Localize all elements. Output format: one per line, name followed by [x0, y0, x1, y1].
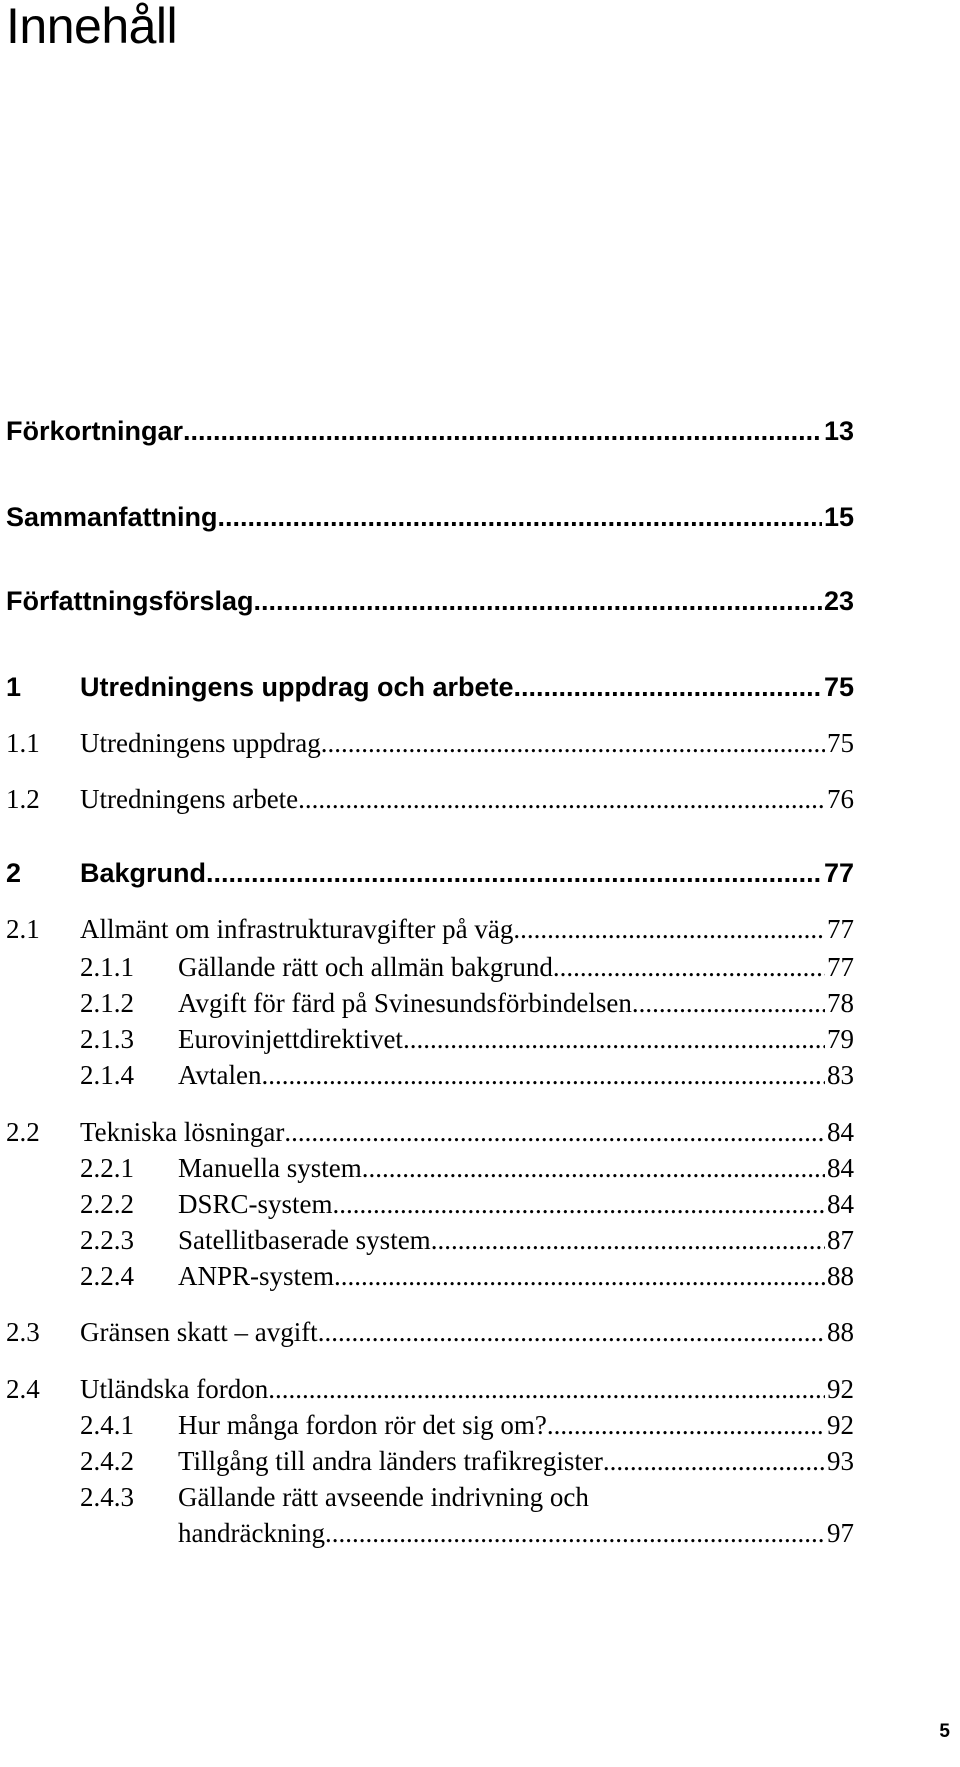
- toc-entry-number: 2.2.4: [80, 1261, 134, 1291]
- toc-entry-forfattningsforslag[interactable]: [0, 584, 960, 618]
- toc-section-1-1[interactable]: [0, 726, 960, 760]
- toc-page-number: 75: [827, 728, 854, 758]
- toc-page-number: 83: [827, 1060, 854, 1090]
- toc-page-number: 97: [827, 1518, 854, 1548]
- toc-entry-label: Utredningens uppdrag och arbete: [80, 672, 514, 702]
- toc-subsection-2-1-1[interactable]: [0, 950, 960, 984]
- toc-leader: [513, 912, 825, 946]
- toc-section-1-2[interactable]: [0, 782, 960, 816]
- toc-leader: [206, 856, 822, 890]
- toc-entry-label: ANPR-system: [178, 1261, 335, 1291]
- toc-section-2-2[interactable]: [0, 1115, 960, 1149]
- toc-entry-number: 2.3: [6, 1317, 40, 1347]
- toc-entry-label: Gällande rätt avseende indrivning och: [178, 1482, 589, 1512]
- toc-leader: [431, 1223, 825, 1257]
- toc-page-number: 75: [823, 672, 854, 702]
- toc-leader: [254, 584, 822, 618]
- toc-entry-label: Förkortningar: [6, 416, 184, 446]
- toc-entry-number: 2.4.3: [80, 1482, 134, 1512]
- toc-entry-number: 2.1: [6, 914, 40, 944]
- page-number: 5: [939, 1721, 950, 1742]
- toc-page-number: 77: [827, 914, 854, 944]
- toc-leader: [261, 1058, 825, 1092]
- toc-subsection-2-1-3[interactable]: [0, 1022, 960, 1056]
- toc-page-number: 15: [823, 502, 854, 532]
- toc-page-number: 77: [823, 858, 854, 888]
- toc-page-number: 88: [827, 1317, 854, 1347]
- toc-leader: [183, 414, 822, 448]
- toc-subsection-2-2-3[interactable]: [0, 1223, 960, 1257]
- toc-entry-number: 1: [6, 672, 22, 702]
- toc-leader: [403, 1022, 825, 1056]
- toc-entry-label: Utländska fordon: [80, 1374, 269, 1404]
- toc-entry-label: Hur många fordon rör det sig om?: [178, 1410, 547, 1440]
- toc-entry-label: Satellitbaserade system: [178, 1225, 431, 1255]
- toc-page-number: 92: [827, 1410, 854, 1440]
- toc-page-number: 13: [823, 416, 854, 446]
- toc-leader: [632, 986, 825, 1020]
- toc-subsection-2-4-3-continued[interactable]: [0, 1516, 960, 1550]
- toc-entry-label: Tekniska lösningar: [80, 1117, 285, 1147]
- page-title: Innehåll: [6, 0, 178, 54]
- toc-entry-label: Manuella system: [178, 1153, 362, 1183]
- toc-page-number: 79: [827, 1024, 854, 1054]
- toc-leader: [218, 500, 822, 534]
- toc-entry-number: 2: [6, 858, 22, 888]
- toc-entry-number: 2.4.2: [80, 1446, 134, 1476]
- toc-page-number: 92: [827, 1374, 854, 1404]
- toc-entry-number: 2.2.1: [80, 1153, 134, 1183]
- toc-entry-label: Tillgång till andra länders trafikregister: [178, 1446, 603, 1476]
- toc-page-number: 84: [827, 1117, 854, 1147]
- toc-subsection-2-4-3[interactable]: [0, 1480, 960, 1514]
- toc-entry-forkortningar[interactable]: [0, 414, 960, 448]
- toc-leader: [334, 1259, 825, 1293]
- toc-leader: [325, 1516, 825, 1550]
- toc-page-number: 87: [827, 1225, 854, 1255]
- toc-entry-label: Sammanfattning: [6, 502, 218, 532]
- toc-entry-label: Gränsen skatt – avgift: [80, 1317, 318, 1347]
- toc-chapter-2[interactable]: [0, 856, 960, 890]
- toc-entry-label: Utredningens uppdrag: [80, 728, 321, 758]
- toc-page-number: 78: [827, 988, 854, 1018]
- toc-entry-label-continued: handräckning: [178, 1518, 325, 1548]
- toc-section-2-4[interactable]: [0, 1372, 960, 1406]
- toc-leader: [514, 670, 822, 704]
- toc-page-number: 84: [827, 1153, 854, 1183]
- toc-page-number: 84: [827, 1189, 854, 1219]
- toc-entry-label: Författningsförslag: [6, 586, 254, 616]
- toc-subsection-2-1-2[interactable]: [0, 986, 960, 1020]
- toc-entry-number: 2.1.1: [80, 952, 134, 982]
- toc-entry-number: 2.4.1: [80, 1410, 134, 1440]
- toc-entry-label: DSRC-system: [178, 1189, 333, 1219]
- toc-page-number: 77: [827, 952, 854, 982]
- toc-page-number: 88: [827, 1261, 854, 1291]
- toc-entry-number: 2.2.2: [80, 1189, 134, 1219]
- toc-entry-label: Allmänt om infrastrukturavgifter på väg: [80, 914, 514, 944]
- toc-entry-sammanfattning[interactable]: [0, 500, 960, 534]
- toc-entry-number: 1.2: [6, 784, 40, 814]
- toc-entry-number: 2.1.4: [80, 1060, 134, 1090]
- toc-entry-label: Utredningens arbete: [80, 784, 299, 814]
- toc-chapter-1[interactable]: [0, 670, 960, 704]
- toc-entry-number: 2.2.3: [80, 1225, 134, 1255]
- toc-entry-label: Gällande rätt och allmän bakgrund: [178, 952, 553, 982]
- toc-entry-number: 2.1.3: [80, 1024, 134, 1054]
- toc-entry-number: 2.1.2: [80, 988, 134, 1018]
- toc-section-2-1[interactable]: [0, 912, 960, 946]
- toc-entry-label: Eurovinjettdirektivet: [178, 1024, 403, 1054]
- toc-entry-number: 2.2: [6, 1117, 40, 1147]
- toc-entry-label: Avgift för färd på Svinesundsförbindelsen: [178, 988, 632, 1018]
- toc-leader: [333, 1187, 825, 1221]
- toc-subsection-2-4-2[interactable]: [0, 1444, 960, 1478]
- toc-subsection-2-4-1[interactable]: [0, 1408, 960, 1442]
- toc-page-number: 76: [827, 784, 854, 814]
- toc-page-number: 23: [823, 586, 854, 616]
- toc-entry-label: Avtalen: [178, 1060, 262, 1090]
- toc-leader: [321, 726, 825, 760]
- toc-subsection-2-2-4[interactable]: [0, 1259, 960, 1293]
- toc-leader: [318, 1315, 825, 1349]
- toc-section-2-3[interactable]: [0, 1315, 960, 1349]
- toc-entry-number: 2.4: [6, 1374, 40, 1404]
- toc-entry-number: 1.1: [6, 728, 40, 758]
- toc-leader: [298, 782, 825, 816]
- toc-page-number: 93: [827, 1446, 854, 1476]
- toc-subsection-2-2-1[interactable]: [0, 1151, 960, 1185]
- toc-leader: [362, 1151, 825, 1185]
- toc-leader: [603, 1444, 825, 1478]
- toc-entry-label: Bakgrund: [80, 858, 207, 888]
- toc-leader: [268, 1372, 825, 1406]
- toc-subsection-2-1-4[interactable]: [0, 1058, 960, 1092]
- toc-leader: [547, 1408, 825, 1442]
- toc-leader: [553, 950, 825, 984]
- toc-leader: [284, 1115, 825, 1149]
- toc-subsection-2-2-2[interactable]: [0, 1187, 960, 1221]
